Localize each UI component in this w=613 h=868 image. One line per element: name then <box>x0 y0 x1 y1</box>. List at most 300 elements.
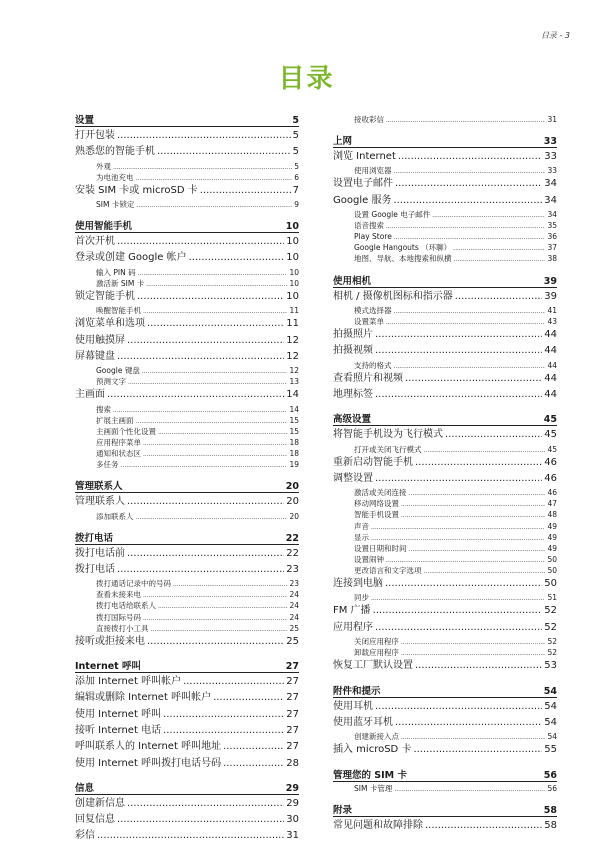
toc-subentry[interactable] <box>75 404 299 415</box>
toc-page-number: 44 <box>544 389 557 401</box>
toc-subentry[interactable] <box>333 360 557 371</box>
toc-subentry[interactable] <box>75 600 299 611</box>
toc-subentry[interactable] <box>333 647 557 658</box>
dot-leader <box>117 128 291 144</box>
toc-page-number: 46 <box>544 456 557 468</box>
toc-subentry[interactable] <box>75 426 299 437</box>
toc-entry-title: 卸载应用程序 <box>354 648 399 658</box>
toc-subentry[interactable] <box>75 415 299 426</box>
toc-subentry[interactable] <box>333 554 557 565</box>
toc-subentry[interactable] <box>333 532 557 543</box>
toc-entry-title: 编辑或删除 Internet 呼叫帐户 <box>75 692 212 704</box>
dot-leader <box>401 498 545 509</box>
dot-leader <box>163 707 284 723</box>
toc-entry-title: 拍摄视频 <box>333 345 373 357</box>
toc-subentry[interactable] <box>75 511 299 522</box>
dot-leader <box>136 199 292 210</box>
toc-page-number: 54 <box>544 700 557 712</box>
toc-section-heading[interactable] <box>333 804 557 817</box>
dot-leader <box>375 343 542 359</box>
toc-entry-title: 唤醒智能手机 <box>96 306 141 316</box>
toc-entry-title: SIM 卡管理 <box>354 783 393 793</box>
toc-page-number: 34 <box>547 210 557 220</box>
toc-page-number: 44 <box>547 360 557 370</box>
toc-page-number: 54 <box>547 732 557 742</box>
toc-entry-title: 接听或拒接来电 <box>75 635 145 647</box>
dot-leader <box>223 739 284 755</box>
toc-entry-title: 设置菜单 <box>354 316 384 326</box>
toc-subentry[interactable] <box>75 199 299 210</box>
toc-page-number: 18 <box>289 438 299 447</box>
dot-leader <box>113 404 287 415</box>
toc-entry-title: 接听 Internet 电话 <box>75 724 162 736</box>
toc-entry-title: 相机 / 摄像机图标和指示器 <box>333 290 453 302</box>
toc-entry-title: 设置闹钟 <box>354 554 384 564</box>
toc-entry[interactable] <box>75 234 299 250</box>
toc-entry-title: 恢复工厂默认设置 <box>333 660 413 672</box>
toc-page-number: 10 <box>289 278 299 288</box>
toc-section-heading[interactable] <box>333 685 557 698</box>
toc-entry[interactable] <box>75 494 299 510</box>
toc-page-number: 58 <box>544 819 557 831</box>
toc-page-number: 55 <box>544 744 557 756</box>
toc-subentry[interactable] <box>75 459 299 470</box>
page-title: 目录 <box>278 64 335 94</box>
toc-entry[interactable] <box>75 316 299 332</box>
toc-entry[interactable] <box>75 333 299 349</box>
toc-page-number: 56 <box>543 769 557 781</box>
dot-leader <box>136 511 288 522</box>
toc-entry[interactable] <box>333 327 557 343</box>
toc-entry-title: 设置日期和时间 <box>354 543 407 553</box>
toc-page-number: 9 <box>294 200 299 210</box>
toc-entry-title: 连接到电脑 <box>333 578 383 590</box>
dot-leader <box>401 647 545 658</box>
dot-leader <box>200 183 291 199</box>
dot-leader <box>143 612 287 623</box>
toc-left-column <box>75 114 299 845</box>
toc-page-number: 45 <box>547 444 557 454</box>
toc-section-heading[interactable] <box>333 769 557 782</box>
toc-subentry[interactable] <box>75 578 299 589</box>
toc-entry[interactable] <box>333 343 557 359</box>
toc-entry-title: 更改语言和文字选项 <box>354 565 422 575</box>
toc-page-number: 23 <box>289 579 299 589</box>
toc-page-number: 20 <box>285 481 299 493</box>
toc-entry-title: 添加 Internet 呼叫帐户 <box>75 676 182 688</box>
toc-entry-title: 地图、导航、本地搜索和纵横 <box>354 254 452 264</box>
toc-subentry[interactable] <box>75 612 299 623</box>
dot-leader <box>163 723 284 739</box>
toc-entry-title: 外观 <box>96 161 111 171</box>
toc-entry-title: 熟悉您的智能手机 <box>75 146 155 158</box>
toc-right-column <box>333 114 557 834</box>
toc-entry-title: 使用智能手机 <box>75 221 133 233</box>
dot-leader <box>146 278 287 289</box>
toc-entry-title: 安装 SIM 卡或 microSD 卡 <box>75 184 198 196</box>
toc-page-number: 30 <box>286 814 299 826</box>
toc-entry-title: 查看未接来电 <box>96 590 141 600</box>
toc-entry[interactable] <box>75 739 299 755</box>
toc-page-number: 5 <box>292 130 299 141</box>
dot-leader <box>147 316 284 332</box>
dot-leader <box>121 459 288 470</box>
toc-page-number: 44 <box>544 329 557 341</box>
toc-entry-title: 屏幕键盘 <box>75 350 115 362</box>
dot-leader <box>415 455 542 471</box>
dot-leader <box>371 592 545 603</box>
dot-leader <box>445 427 542 443</box>
toc-page-number: 29 <box>285 782 299 794</box>
dot-leader <box>127 796 284 812</box>
toc-entry-title: 接收彩信 <box>354 115 384 124</box>
toc-subentry[interactable] <box>75 437 299 448</box>
toc-entry-title: 显示 <box>354 532 369 542</box>
toc-page-number: 34 <box>544 194 557 206</box>
toc-entry-title: 附件和提示 <box>333 685 381 697</box>
toc-entry[interactable] <box>75 690 299 706</box>
toc-page-number: 15 <box>289 426 299 436</box>
toc-subentry[interactable] <box>75 305 299 316</box>
toc-entry[interactable] <box>333 427 557 443</box>
toc-subentry[interactable] <box>75 267 299 278</box>
dot-leader <box>415 658 542 674</box>
dot-leader <box>173 578 287 589</box>
toc-entry[interactable] <box>333 603 557 619</box>
toc-entry[interactable] <box>75 387 299 403</box>
toc-entry[interactable] <box>75 183 299 199</box>
toc-entry-title: 彩信 <box>75 830 95 842</box>
toc-entry-title: 重新启动智能手机 <box>333 456 413 468</box>
toc-entry[interactable] <box>333 371 557 387</box>
toc-page-number: 54 <box>544 716 557 728</box>
toc-subentry[interactable] <box>333 565 557 576</box>
toc-entry-title: 主画面 <box>75 389 105 401</box>
toc-page-number: 27 <box>286 708 299 720</box>
toc-entry-title: 搜索 <box>96 404 111 414</box>
toc-subentry[interactable] <box>75 623 299 634</box>
toc-entry[interactable] <box>333 715 557 731</box>
toc-entry-title: 调整设置 <box>333 473 373 484</box>
toc-entry[interactable] <box>75 562 299 578</box>
dot-leader <box>213 690 284 706</box>
toc-entry-title: 移动网络设置 <box>354 499 399 509</box>
toc-subentry[interactable] <box>333 209 557 220</box>
toc-subentry[interactable] <box>333 444 557 455</box>
dot-leader <box>455 289 543 305</box>
toc-page-number: 33 <box>543 136 557 148</box>
toc-entry[interactable] <box>333 818 557 834</box>
toc-page-number: 20 <box>286 496 299 508</box>
toc-entry[interactable] <box>75 812 299 828</box>
dot-leader <box>138 267 288 278</box>
toc-entry[interactable] <box>75 289 299 305</box>
toc-page-number: 31 <box>547 115 557 124</box>
toc-entry-title: 将智能手机设为飞行模式 <box>333 429 443 441</box>
dot-leader <box>401 731 545 742</box>
toc-entry-title: 拨打电话 <box>75 532 114 544</box>
toc-entry-title: Google 键盘 <box>96 366 140 376</box>
toc-subentry[interactable] <box>333 220 557 231</box>
toc-entry-title: 打开包装 <box>75 130 115 141</box>
toc-page-number: 31 <box>286 830 299 842</box>
toc-page-number: 20 <box>289 511 299 521</box>
toc-subentry[interactable] <box>333 165 557 176</box>
dot-leader <box>386 114 545 125</box>
toc-entry[interactable] <box>333 176 557 192</box>
toc-entry[interactable] <box>75 674 299 690</box>
toc-entry[interactable] <box>333 620 557 636</box>
toc-page-number: 51 <box>547 593 557 603</box>
toc-entry[interactable] <box>75 144 299 160</box>
dot-leader <box>143 448 287 459</box>
toc-entry-title: 多任务 <box>96 460 119 470</box>
toc-page-number: 7 <box>292 184 299 196</box>
dot-leader <box>401 636 545 647</box>
toc-page-number: 5 <box>292 115 299 126</box>
dot-leader <box>183 674 284 690</box>
toc-entry[interactable] <box>75 546 299 562</box>
toc-entry[interactable] <box>75 723 299 739</box>
toc-page-number: 50 <box>544 578 557 590</box>
toc-page-number: 50 <box>547 565 557 575</box>
toc-page-number: 12 <box>289 366 299 376</box>
toc-entry-title: 为电池充电 <box>96 172 134 182</box>
toc-entry-title: 声音 <box>354 521 369 531</box>
toc-page-number: 52 <box>544 621 557 633</box>
toc-entry-title: 插入 microSD 卡 <box>333 744 412 756</box>
toc-entry-title: 直接拨打小工具 <box>96 623 149 633</box>
toc-entry-title: 拨打电话 <box>75 563 115 575</box>
toc-subentry[interactable] <box>75 365 299 376</box>
toc-page-number: 38 <box>547 254 557 264</box>
toc-page-number: 10 <box>286 290 299 302</box>
toc-section-heading[interactable] <box>75 532 299 545</box>
toc-entry-title: 上网 <box>333 136 353 148</box>
toc-page-number: 15 <box>289 415 299 425</box>
toc-entry-title: 地理标签 <box>333 389 373 401</box>
toc-page-number: 27 <box>286 741 299 753</box>
dot-leader <box>158 600 287 611</box>
toc-section-heading[interactable] <box>333 275 557 288</box>
toc-entry-title: 管理联系人 <box>75 496 125 508</box>
toc-entry-title: 常见问题和故障排除 <box>333 819 423 831</box>
toc-entry-title: 输入 PIN 码 <box>96 267 136 277</box>
dot-leader <box>117 562 284 578</box>
dot-leader <box>375 699 542 715</box>
toc-page-number: 10 <box>285 221 299 233</box>
toc-entry[interactable] <box>333 289 557 305</box>
toc-entry-title: 信息 <box>75 782 95 794</box>
toc-entry-title: 设置 Google 电子邮件 <box>354 210 431 220</box>
toc-entry-title: 浏览菜单和选项 <box>75 318 145 330</box>
toc-section-heading[interactable] <box>333 135 557 148</box>
dot-leader <box>394 305 546 316</box>
toc-entry[interactable] <box>75 756 299 772</box>
toc-page-number: 6 <box>294 172 299 182</box>
toc-subentry[interactable] <box>75 278 299 289</box>
dot-leader <box>158 426 287 437</box>
dot-leader <box>394 165 546 176</box>
toc-entry-title: 设置 <box>75 115 95 126</box>
toc-entry[interactable] <box>333 742 557 758</box>
toc-page-number: 23 <box>286 563 299 575</box>
toc-section-heading[interactable] <box>75 220 299 233</box>
toc-entry-title: 使用 Internet 呼叫 <box>75 708 162 720</box>
toc-entry[interactable] <box>333 658 557 674</box>
toc-page-number: 46 <box>544 473 557 484</box>
toc-entry-title: 使用相机 <box>333 275 372 287</box>
toc-entry[interactable] <box>333 471 557 487</box>
toc-subentry[interactable] <box>333 636 557 647</box>
dot-leader <box>373 603 543 619</box>
toc-subentry[interactable] <box>333 783 557 794</box>
toc-entry-title: 使用耳机 <box>333 700 373 712</box>
toc-page-number: 49 <box>547 543 557 553</box>
toc-entry-title: 关闭应用程序 <box>354 637 399 647</box>
toc-entry-title: 扩展主画面 <box>96 415 134 425</box>
dot-leader <box>395 715 542 731</box>
toc-page-number: 10 <box>286 236 299 248</box>
toc-entry[interactable] <box>333 149 557 165</box>
toc-section-heading[interactable] <box>75 114 299 127</box>
dot-leader <box>405 371 542 387</box>
dot-leader <box>386 220 545 231</box>
toc-subentry[interactable] <box>75 448 299 459</box>
dot-leader <box>143 437 287 448</box>
toc-page-number: 33 <box>547 166 557 176</box>
toc-page-number: 5 <box>294 161 299 171</box>
toc-subentry[interactable] <box>333 487 557 498</box>
toc-entry-title: 智能手机设置 <box>354 510 399 520</box>
toc-entry[interactable] <box>75 634 299 650</box>
toc-entry-title: Internet 呼叫 <box>75 661 142 673</box>
dot-leader <box>386 554 545 565</box>
dot-leader <box>127 333 284 349</box>
toc-subentry[interactable] <box>333 114 557 125</box>
toc-entry[interactable] <box>75 796 299 812</box>
dot-leader <box>97 828 284 844</box>
toc-entry[interactable] <box>75 128 299 144</box>
toc-page-number: 27 <box>285 661 299 673</box>
dot-leader <box>136 172 293 183</box>
dot-leader <box>425 818 542 834</box>
toc-subentry[interactable] <box>333 509 557 520</box>
toc-page-number: 35 <box>547 221 557 231</box>
dot-leader <box>127 494 284 510</box>
toc-page-number: 14 <box>286 389 299 401</box>
toc-section-heading[interactable] <box>333 413 557 426</box>
toc-page-number: 11 <box>286 318 299 330</box>
page-header: 目录 - 3 <box>540 31 570 40</box>
toc-entry[interactable] <box>333 576 557 592</box>
toc-section-heading[interactable] <box>75 480 299 493</box>
dot-leader <box>151 623 288 634</box>
toc-page-number: 49 <box>547 521 557 531</box>
toc-entry-title: 拨打电话前 <box>75 547 125 559</box>
toc-subentry[interactable] <box>333 253 557 264</box>
toc-page-number: 52 <box>547 637 557 647</box>
toc-subentry[interactable] <box>75 161 299 172</box>
toc-subentry[interactable] <box>75 589 299 600</box>
toc-page-number: 37 <box>547 243 557 253</box>
toc-page-number: 19 <box>289 460 299 470</box>
toc-entry-title: 打开或关闭飞行模式 <box>354 444 422 454</box>
toc-entry-title: 创建新接入点 <box>354 732 399 742</box>
dot-leader <box>117 234 284 250</box>
toc-entry[interactable] <box>75 828 299 844</box>
toc-page-number: 49 <box>547 532 557 542</box>
dot-leader <box>401 509 545 520</box>
dot-leader <box>127 546 284 562</box>
toc-entry-title: 高级设置 <box>333 414 372 426</box>
toc-page-number: 12 <box>286 334 299 346</box>
toc-entry-title: SIM 卡锁定 <box>96 200 135 210</box>
toc-entry-title: 预测文字 <box>96 377 126 387</box>
toc-subentry[interactable] <box>333 316 557 327</box>
toc-entry[interactable] <box>333 387 557 403</box>
toc-entry[interactable] <box>333 699 557 715</box>
toc-subentry[interactable] <box>75 376 299 387</box>
toc-page-number: 13 <box>289 377 299 387</box>
toc-page-number: 27 <box>286 692 299 704</box>
toc-entry[interactable] <box>75 349 299 365</box>
toc-subentry[interactable] <box>333 498 557 509</box>
toc-page-number: 48 <box>547 510 557 520</box>
toc-subentry[interactable] <box>333 305 557 316</box>
dot-leader <box>113 161 292 172</box>
toc-page-number: 24 <box>289 590 299 600</box>
toc-page-number: 34 <box>544 178 557 190</box>
dot-leader <box>143 305 287 316</box>
toc-entry-title: 拍摄照片 <box>333 329 373 341</box>
toc-page-number: 50 <box>547 554 557 564</box>
dot-leader <box>117 349 284 365</box>
toc-subentry[interactable] <box>333 242 557 253</box>
toc-entry-title: 浏览 Internet <box>333 151 396 163</box>
toc-page-number: 22 <box>286 547 299 559</box>
toc-entry[interactable] <box>333 455 557 471</box>
dot-leader <box>375 387 542 403</box>
dot-leader <box>394 360 546 371</box>
toc-subentry[interactable] <box>333 231 557 242</box>
dot-leader <box>136 415 288 426</box>
dot-leader <box>453 242 545 253</box>
dot-leader <box>143 589 287 600</box>
dot-leader <box>189 250 285 266</box>
dot-leader <box>394 231 546 242</box>
dot-leader <box>117 812 284 828</box>
toc-subentry[interactable] <box>333 543 557 554</box>
toc-subentry[interactable] <box>333 592 557 603</box>
toc-entry-title: 首次开机 <box>75 236 115 248</box>
toc-subentry[interactable] <box>75 172 299 183</box>
dot-leader <box>385 576 542 592</box>
toc-page-number: 58 <box>543 804 557 816</box>
toc-section-heading[interactable] <box>75 782 299 795</box>
toc-page-number: 24 <box>289 612 299 622</box>
toc-subentry[interactable] <box>333 731 557 742</box>
toc-page-number: 5 <box>292 146 299 158</box>
toc-entry[interactable] <box>75 707 299 723</box>
toc-entry[interactable] <box>75 250 299 266</box>
toc-page-number: 29 <box>286 797 299 809</box>
toc-entry[interactable] <box>333 193 557 209</box>
dot-leader <box>375 620 542 636</box>
toc-subentry[interactable] <box>333 521 557 532</box>
toc-entry-title: 激活或关闭连接 <box>354 488 407 498</box>
toc-section-heading[interactable] <box>75 660 299 673</box>
